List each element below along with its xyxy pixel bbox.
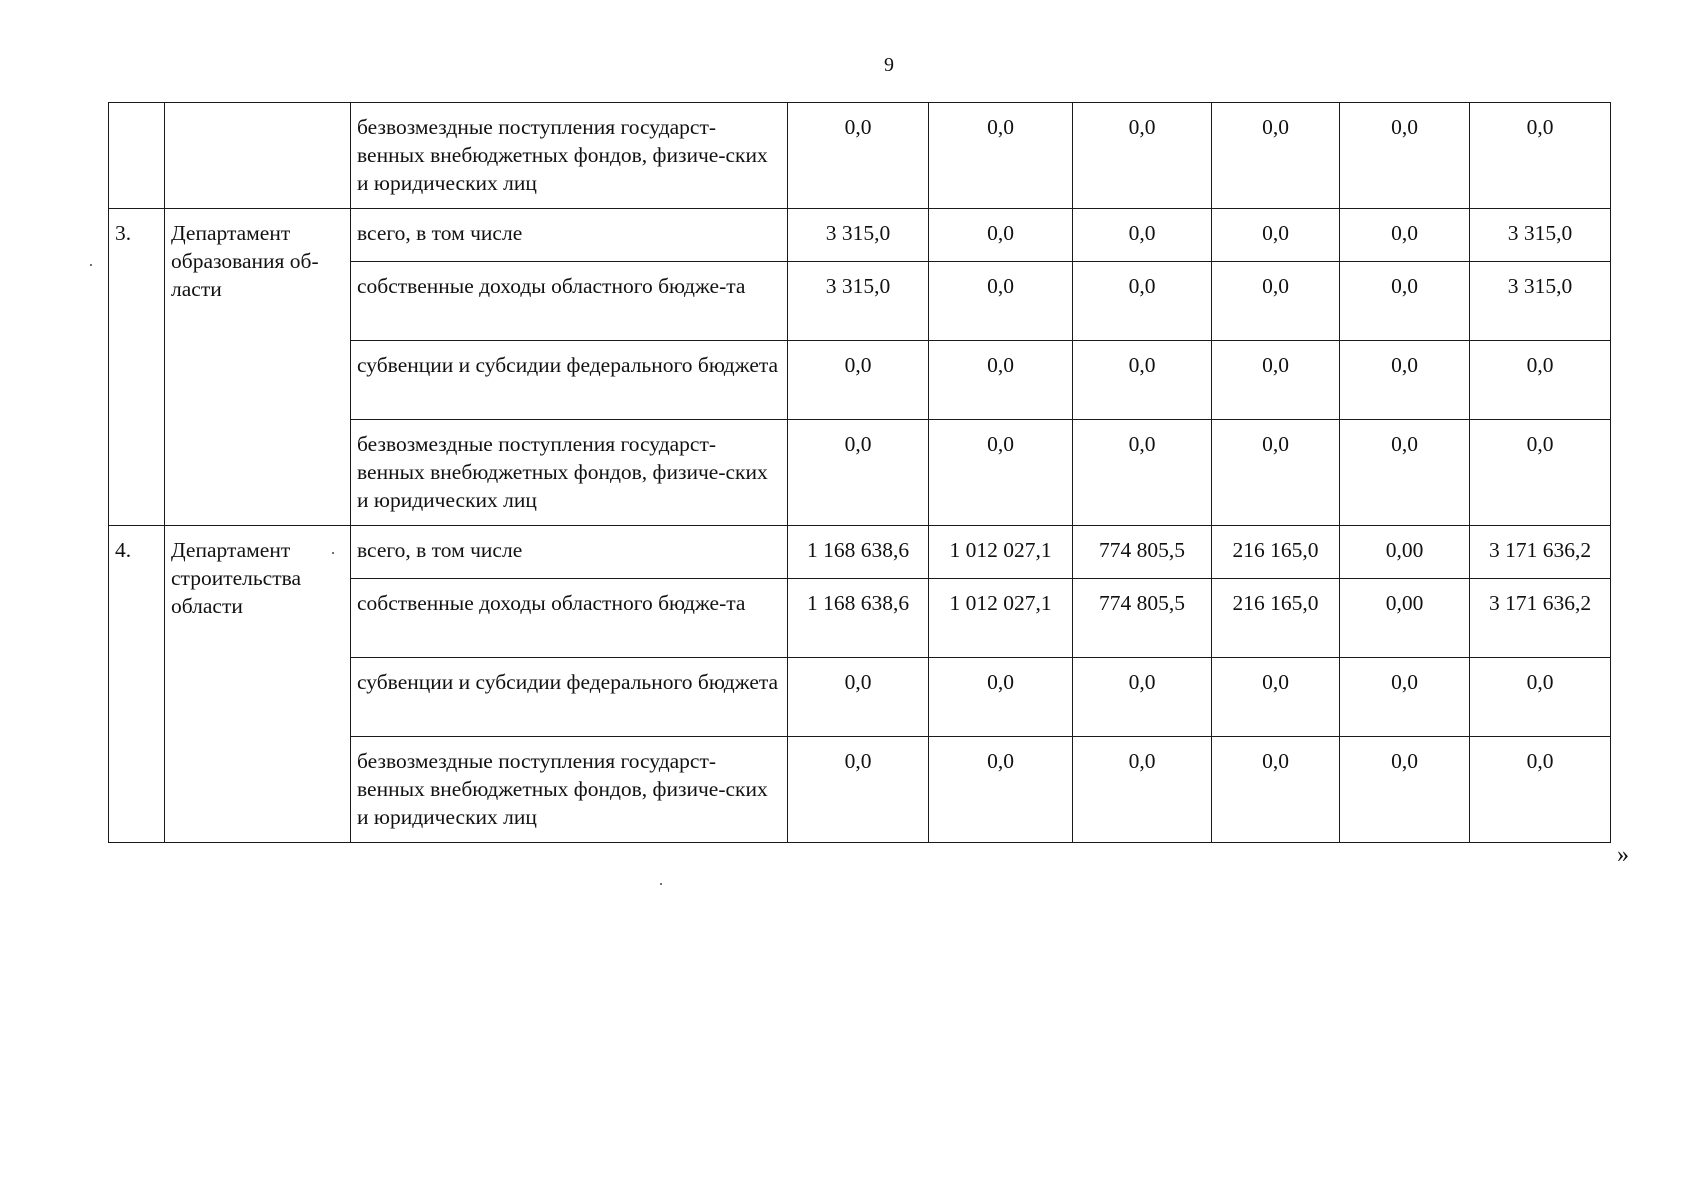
- amount-cell: 0,0: [929, 262, 1073, 341]
- row-number-cell: [109, 103, 165, 209]
- amount-cell: 0,0: [1340, 737, 1470, 843]
- budget-table: [108, 102, 1611, 843]
- funding-source-cell: безвозмездные поступления государст-венных внебюджетных фондов, физиче-ских и юридических лиц: [351, 103, 788, 209]
- amount-cell: 774 805,5: [1073, 579, 1212, 658]
- closing-quote: »: [1617, 842, 1629, 868]
- amount-cell: 216 165,0: [1212, 526, 1340, 579]
- amount-cell: 0,00: [1340, 579, 1470, 658]
- amount-cell: 0,0: [1212, 341, 1340, 420]
- amount-cell: 0,0: [1340, 420, 1470, 526]
- amount-cell: 0,0: [1212, 420, 1340, 526]
- amount-cell: 0,0: [1073, 420, 1212, 526]
- amount-cell: 0,0: [1470, 737, 1611, 843]
- amount-cell: 0,0: [1340, 262, 1470, 341]
- funding-source-cell: собственные доходы областного бюдже-та: [351, 262, 788, 341]
- amount-cell: 0,00: [1340, 526, 1470, 579]
- amount-cell: 3 171 636,2: [1470, 526, 1611, 579]
- amount-cell: 0,0: [1470, 103, 1611, 209]
- funding-source-cell: всего, в том числе: [351, 209, 788, 262]
- amount-cell: 1 012 027,1: [929, 526, 1073, 579]
- amount-cell: 0,0: [1212, 209, 1340, 262]
- amount-cell: 0,0: [929, 341, 1073, 420]
- department-cell: Департамент строительства области: [165, 526, 351, 843]
- amount-cell: 0,0: [1340, 658, 1470, 737]
- department-cell: Департамент образования об-ласти: [165, 209, 351, 526]
- funding-source-cell: субвенции и субсидии федерального бюджета: [351, 658, 788, 737]
- amount-cell: 0,0: [1073, 737, 1212, 843]
- amount-cell: 0,0: [929, 737, 1073, 843]
- page-number: 9: [884, 54, 894, 76]
- amount-cell: 0,0: [788, 658, 929, 737]
- amount-cell: 0,0: [929, 209, 1073, 262]
- table-body: [109, 103, 1611, 843]
- amount-cell: 0,0: [1470, 420, 1611, 526]
- scan-speck: [332, 552, 334, 554]
- amount-cell: 0,0: [929, 103, 1073, 209]
- funding-source-cell: безвозмездные поступления государст-венных внебюджетных фондов, физиче-ских и юридических лиц: [351, 737, 788, 843]
- amount-cell: 0,0: [1340, 103, 1470, 209]
- amount-cell: 0,0: [1073, 103, 1212, 209]
- amount-cell: 0,0: [788, 341, 929, 420]
- amount-cell: 0,0: [929, 658, 1073, 737]
- amount-cell: 774 805,5: [1073, 526, 1212, 579]
- amount-cell: 0,0: [1340, 341, 1470, 420]
- amount-cell: 3 171 636,2: [1470, 579, 1611, 658]
- amount-cell: 0,0: [788, 103, 929, 209]
- scan-speck: [90, 264, 92, 266]
- amount-cell: 1 168 638,6: [788, 526, 929, 579]
- amount-cell: 0,0: [788, 737, 929, 843]
- amount-cell: 0,0: [1212, 737, 1340, 843]
- amount-cell: 216 165,0: [1212, 579, 1340, 658]
- amount-cell: 0,0: [1073, 262, 1212, 341]
- amount-cell: 0,0: [788, 420, 929, 526]
- amount-cell: 0,0: [1212, 262, 1340, 341]
- funding-source-cell: субвенции и субсидии федерального бюджета: [351, 341, 788, 420]
- row-number-cell: 4.: [109, 526, 165, 843]
- amount-cell: 3 315,0: [788, 262, 929, 341]
- amount-cell: 0,0: [1073, 341, 1212, 420]
- amount-cell: 3 315,0: [1470, 209, 1611, 262]
- amount-cell: 0,0: [1073, 209, 1212, 262]
- row-number-cell: 3.: [109, 209, 165, 526]
- table-row: [109, 103, 1611, 209]
- amount-cell: 0,0: [1073, 658, 1212, 737]
- amount-cell: 1 168 638,6: [788, 579, 929, 658]
- department-cell: [165, 103, 351, 209]
- funding-source-cell: собственные доходы областного бюдже-та: [351, 579, 788, 658]
- scan-speck: [660, 883, 662, 885]
- amount-cell: 1 012 027,1: [929, 579, 1073, 658]
- table-row: [109, 209, 1611, 262]
- amount-cell: 0,0: [929, 420, 1073, 526]
- amount-cell: 0,0: [1470, 341, 1611, 420]
- funding-source-cell: безвозмездные поступления государст-венных внебюджетных фондов, физиче-ских и юридических лиц: [351, 420, 788, 526]
- amount-cell: 0,0: [1212, 658, 1340, 737]
- funding-source-cell: всего, в том числе: [351, 526, 788, 579]
- amount-cell: 0,0: [1340, 209, 1470, 262]
- amount-cell: 0,0: [1470, 658, 1611, 737]
- amount-cell: 0,0: [1212, 103, 1340, 209]
- amount-cell: 3 315,0: [788, 209, 929, 262]
- amount-cell: 3 315,0: [1470, 262, 1611, 341]
